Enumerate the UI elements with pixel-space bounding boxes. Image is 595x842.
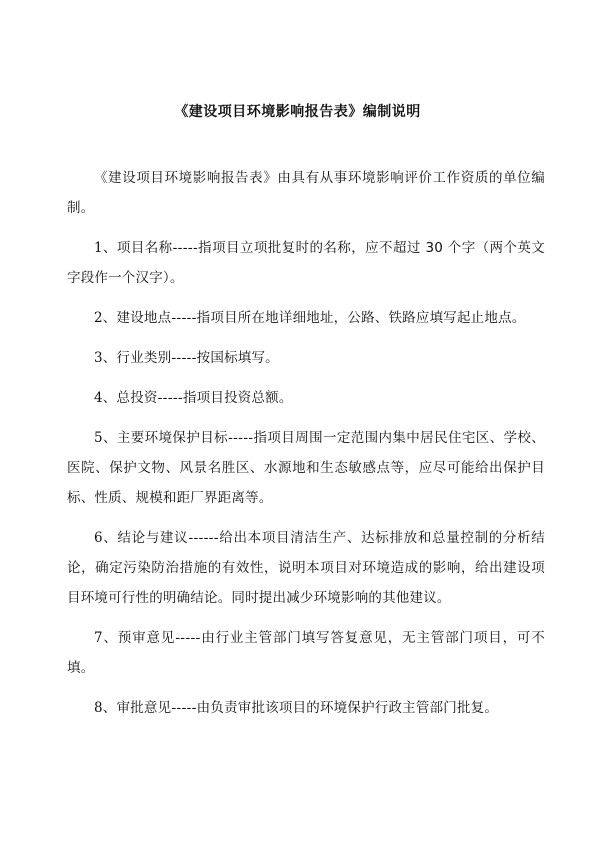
document-body	[67, 163, 545, 733]
item-dashes: ------	[188, 530, 219, 546]
item-dashes: -----	[171, 310, 197, 326]
item-paragraph-3	[67, 343, 545, 373]
item-label: 主要环境保护目标	[116, 430, 228, 446]
item-number: 4、	[94, 390, 117, 406]
item-number: 1、	[94, 240, 117, 256]
item-text: 给出本项目清洁生产、达标排放和总量控制的分析结论，确定污染防治措施的有效性，说明本项目对环境造成的影响，给出建设项目环境可行性的明确结论。同时提出减少环境影响的其他建议。	[67, 530, 545, 606]
item-label: 预审意见	[117, 630, 176, 646]
document-title: 《建设项目环境影响报告表》编制说明	[174, 104, 421, 120]
item-label: 项目名称	[116, 240, 173, 256]
item-number: 8、	[94, 700, 117, 716]
item-dashes: -----	[175, 630, 201, 646]
item-text: 由负责审批该项目的环境保护行政主管部门批复。	[196, 700, 499, 716]
item-number: 2、	[94, 310, 117, 326]
item-text: 指项目投资总额。	[182, 390, 293, 406]
item-paragraph-8	[67, 693, 545, 723]
item-paragraph-2	[67, 303, 545, 333]
item-label: 总投资	[116, 390, 158, 406]
item-label: 审批意见	[116, 700, 172, 716]
item-number: 5、	[94, 430, 117, 446]
item-text: 指项目所在地详细地址，公路、铁路应填写起止地点。	[196, 310, 526, 326]
item-number: 6、	[94, 530, 118, 546]
item-dashes: -----	[172, 240, 198, 256]
item-number: 7、	[94, 630, 118, 646]
item-number: 3、	[94, 350, 117, 366]
intro-paragraph: 《建设项目环境影响报告表》由具有从事环境影响评价工作资质的单位编制。	[67, 170, 545, 216]
item-dashes: -----	[157, 390, 183, 406]
item-text: 指项目立项批复时的名称，应不超过 30 个字（两个英文字段作一个汉字）。	[67, 240, 545, 286]
item-paragraph-7	[67, 623, 545, 683]
item-text: 按国标填写。	[196, 350, 279, 366]
item-dashes: -----	[227, 430, 254, 446]
item-paragraph-6	[67, 523, 545, 613]
item-paragraph-5	[67, 423, 545, 513]
item-label: 结论与建议	[117, 530, 189, 546]
item-label: 行业类别	[116, 350, 172, 366]
item-paragraph-1	[67, 233, 545, 293]
item-text: 指项目周围一定范围内集中居民住宅区、学校、医院、保护文物、风景名胜区、水源地和生态敏感点等，应尽可能给出保护目标、性质、规模和距厂界距离等。	[67, 430, 545, 506]
item-text: 由行业主管部门填写答复意见，无主管部门项目，可不填。	[67, 630, 545, 676]
item-dashes: -----	[171, 700, 197, 716]
item-dashes: -----	[171, 350, 197, 366]
item-label: 建设地点	[116, 310, 172, 326]
item-paragraph-4	[67, 383, 545, 413]
